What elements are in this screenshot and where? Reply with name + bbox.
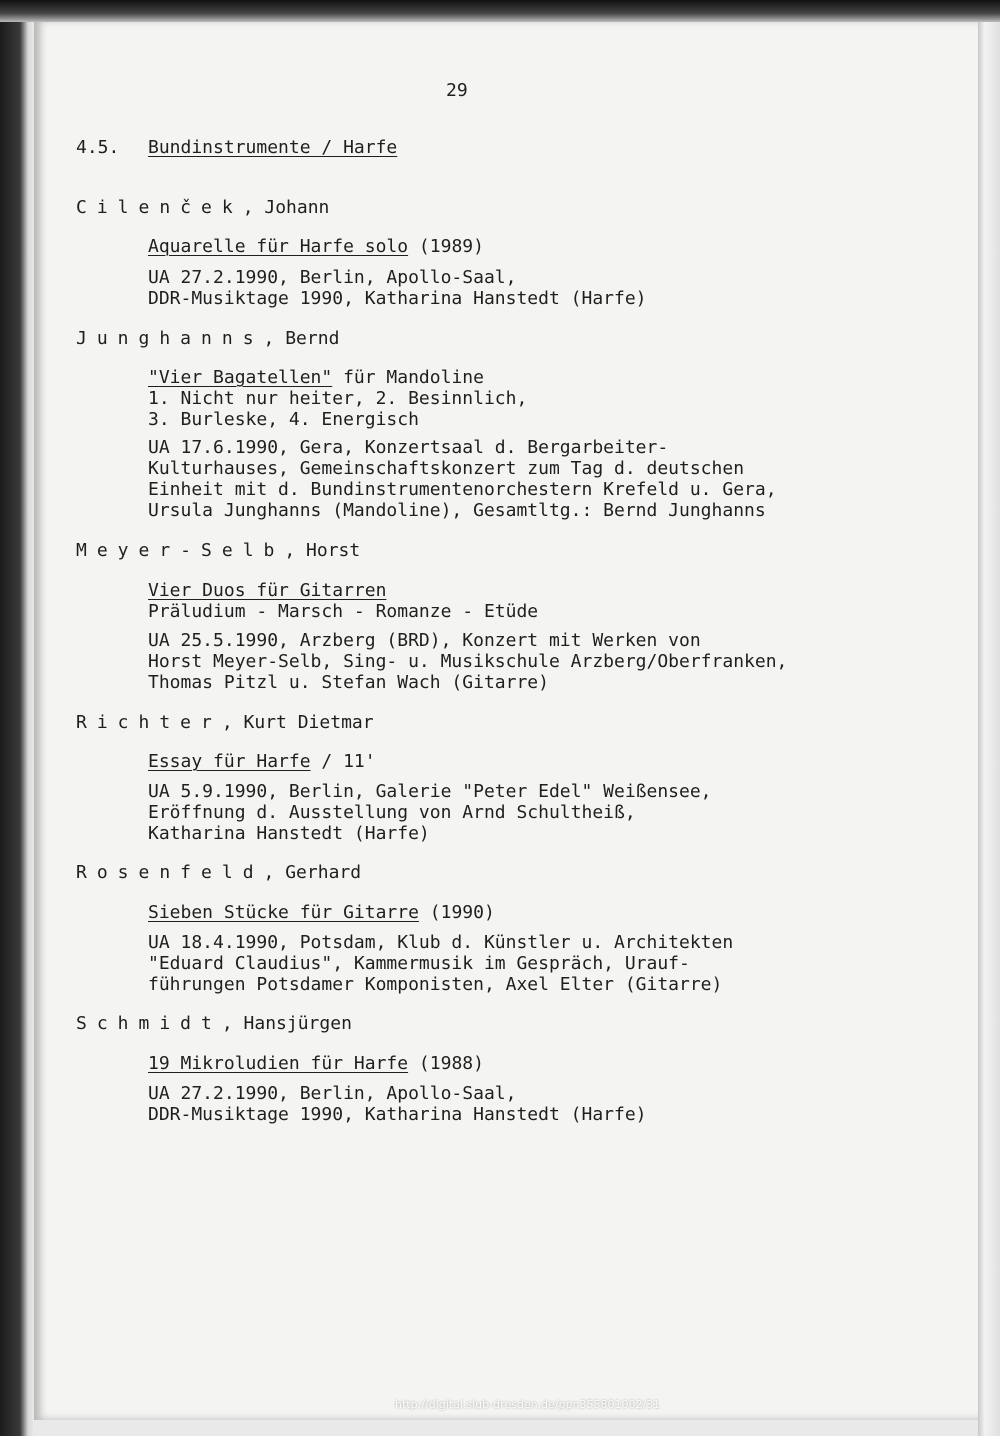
- composer-heading: [76, 862, 361, 883]
- composer-heading: [76, 1013, 352, 1034]
- premiere-line: Einheit mit d. Bundinstrumentenorchestern Krefeld u. Gera,: [148, 479, 777, 500]
- premiere-line: Katharina Hanstedt (Harfe): [148, 823, 430, 844]
- composer-first-name: , Hansjürgen: [221, 1013, 352, 1034]
- watermark-url: http://digital.slub-dresden.de/ppn355801002/31: [395, 1398, 661, 1411]
- section-number: 4.5.: [76, 137, 120, 158]
- composer-first-name: , Johann: [242, 197, 330, 218]
- composer-surname: Rosenfeld: [76, 862, 264, 883]
- premiere-line: führungen Potsdamer Komponisten, Axel Elter (Gitarre): [148, 974, 723, 995]
- work-suffix: (1990): [418, 902, 495, 923]
- work-title-line: [148, 1053, 484, 1074]
- premiere-line: UA 5.9.1990, Berlin, Galerie "Peter Edel" Weißensee,: [148, 781, 712, 802]
- work-title: Aquarelle für Harfe solo: [148, 236, 409, 257]
- movements-line: 3. Burleske, 4. Energisch: [148, 409, 419, 430]
- work-suffix: (1989): [408, 236, 484, 257]
- premiere-line: UA 17.6.1990, Gera, Konzertsaal d. Bergarbeiter-: [148, 437, 669, 458]
- premiere-line: UA 27.2.1990, Berlin, Apollo-Saal,: [148, 267, 517, 288]
- premiere-line: Ursula Junghanns (Mandoline), Gesamtltg.: Bernd Junghanns: [148, 500, 766, 521]
- work-title-line: [148, 367, 484, 388]
- composer-first-name: , Kurt Dietmar: [221, 712, 374, 733]
- premiere-line: UA 18.4.1990, Potsdam, Klub d. Künstler u. Architekten: [148, 932, 734, 953]
- premiere-line: Thomas Pitzl u. Stefan Wach (Gitarre): [148, 672, 549, 693]
- premiere-line: Kulturhauses, Gemeinschaftskonzert zum Tag d. deutschen: [148, 458, 745, 479]
- premiere-line: UA 27.2.1990, Berlin, Apollo-Saal,: [148, 1083, 517, 1104]
- composer-heading: [76, 328, 339, 349]
- premiere-line: DDR-Musiktage 1990, Katharina Hanstedt (Harfe): [148, 1104, 647, 1125]
- work-title: "Vier Bagatellen": [148, 367, 333, 388]
- premiere-line: "Eduard Claudius", Kammermusik im Gespräch, Urauf-: [148, 953, 690, 974]
- work-title-line: [148, 751, 376, 772]
- work-title-line: [148, 580, 386, 601]
- composer-surname: Richter: [76, 712, 222, 733]
- composer-surname: Meyer-Selb: [76, 540, 285, 561]
- work-title: Vier Duos für Gitarren: [148, 580, 387, 601]
- composer-first-name: , Gerhard: [263, 862, 362, 883]
- work-title-line: [148, 236, 484, 257]
- composer-first-name: , Bernd: [263, 328, 340, 349]
- composer-first-name: , Horst: [284, 540, 361, 561]
- premiere-line: UA 25.5.1990, Arzberg (BRD), Konzert mit Werken von: [148, 630, 701, 651]
- composer-surname: Junghanns: [76, 328, 264, 349]
- composer-heading: [76, 540, 360, 561]
- composer-heading: [76, 712, 374, 733]
- work-suffix: / 11': [310, 751, 376, 772]
- composer-heading: [76, 197, 329, 218]
- movements-line: Präludium - Marsch - Romanze - Etüde: [148, 601, 539, 622]
- work-suffix: (1988): [408, 1053, 484, 1074]
- premiere-line: Eröffnung d. Ausstellung von Arnd Schultheiß,: [148, 802, 636, 823]
- premiere-line: DDR-Musiktage 1990, Katharina Hanstedt (Harfe): [148, 288, 647, 309]
- section-title: Bundinstrumente / Harfe: [148, 137, 398, 158]
- composer-surname: Cilenček: [76, 197, 243, 218]
- work-title: Sieben Stücke für Gitarre: [148, 902, 419, 923]
- page-number: 29: [446, 80, 468, 101]
- movements-line: 1. Nicht nur heiter, 2. Besinnlich,: [148, 388, 528, 409]
- composer-surname: Schmidt: [76, 1013, 222, 1034]
- premiere-line: Horst Meyer-Selb, Sing- u. Musikschule Arzberg/Oberfranken,: [148, 651, 788, 672]
- work-suffix: für Mandoline: [332, 367, 484, 388]
- work-title: Essay für Harfe: [148, 751, 311, 772]
- work-title-line: [148, 902, 495, 923]
- work-title: 19 Mikroludien für Harfe: [148, 1053, 409, 1074]
